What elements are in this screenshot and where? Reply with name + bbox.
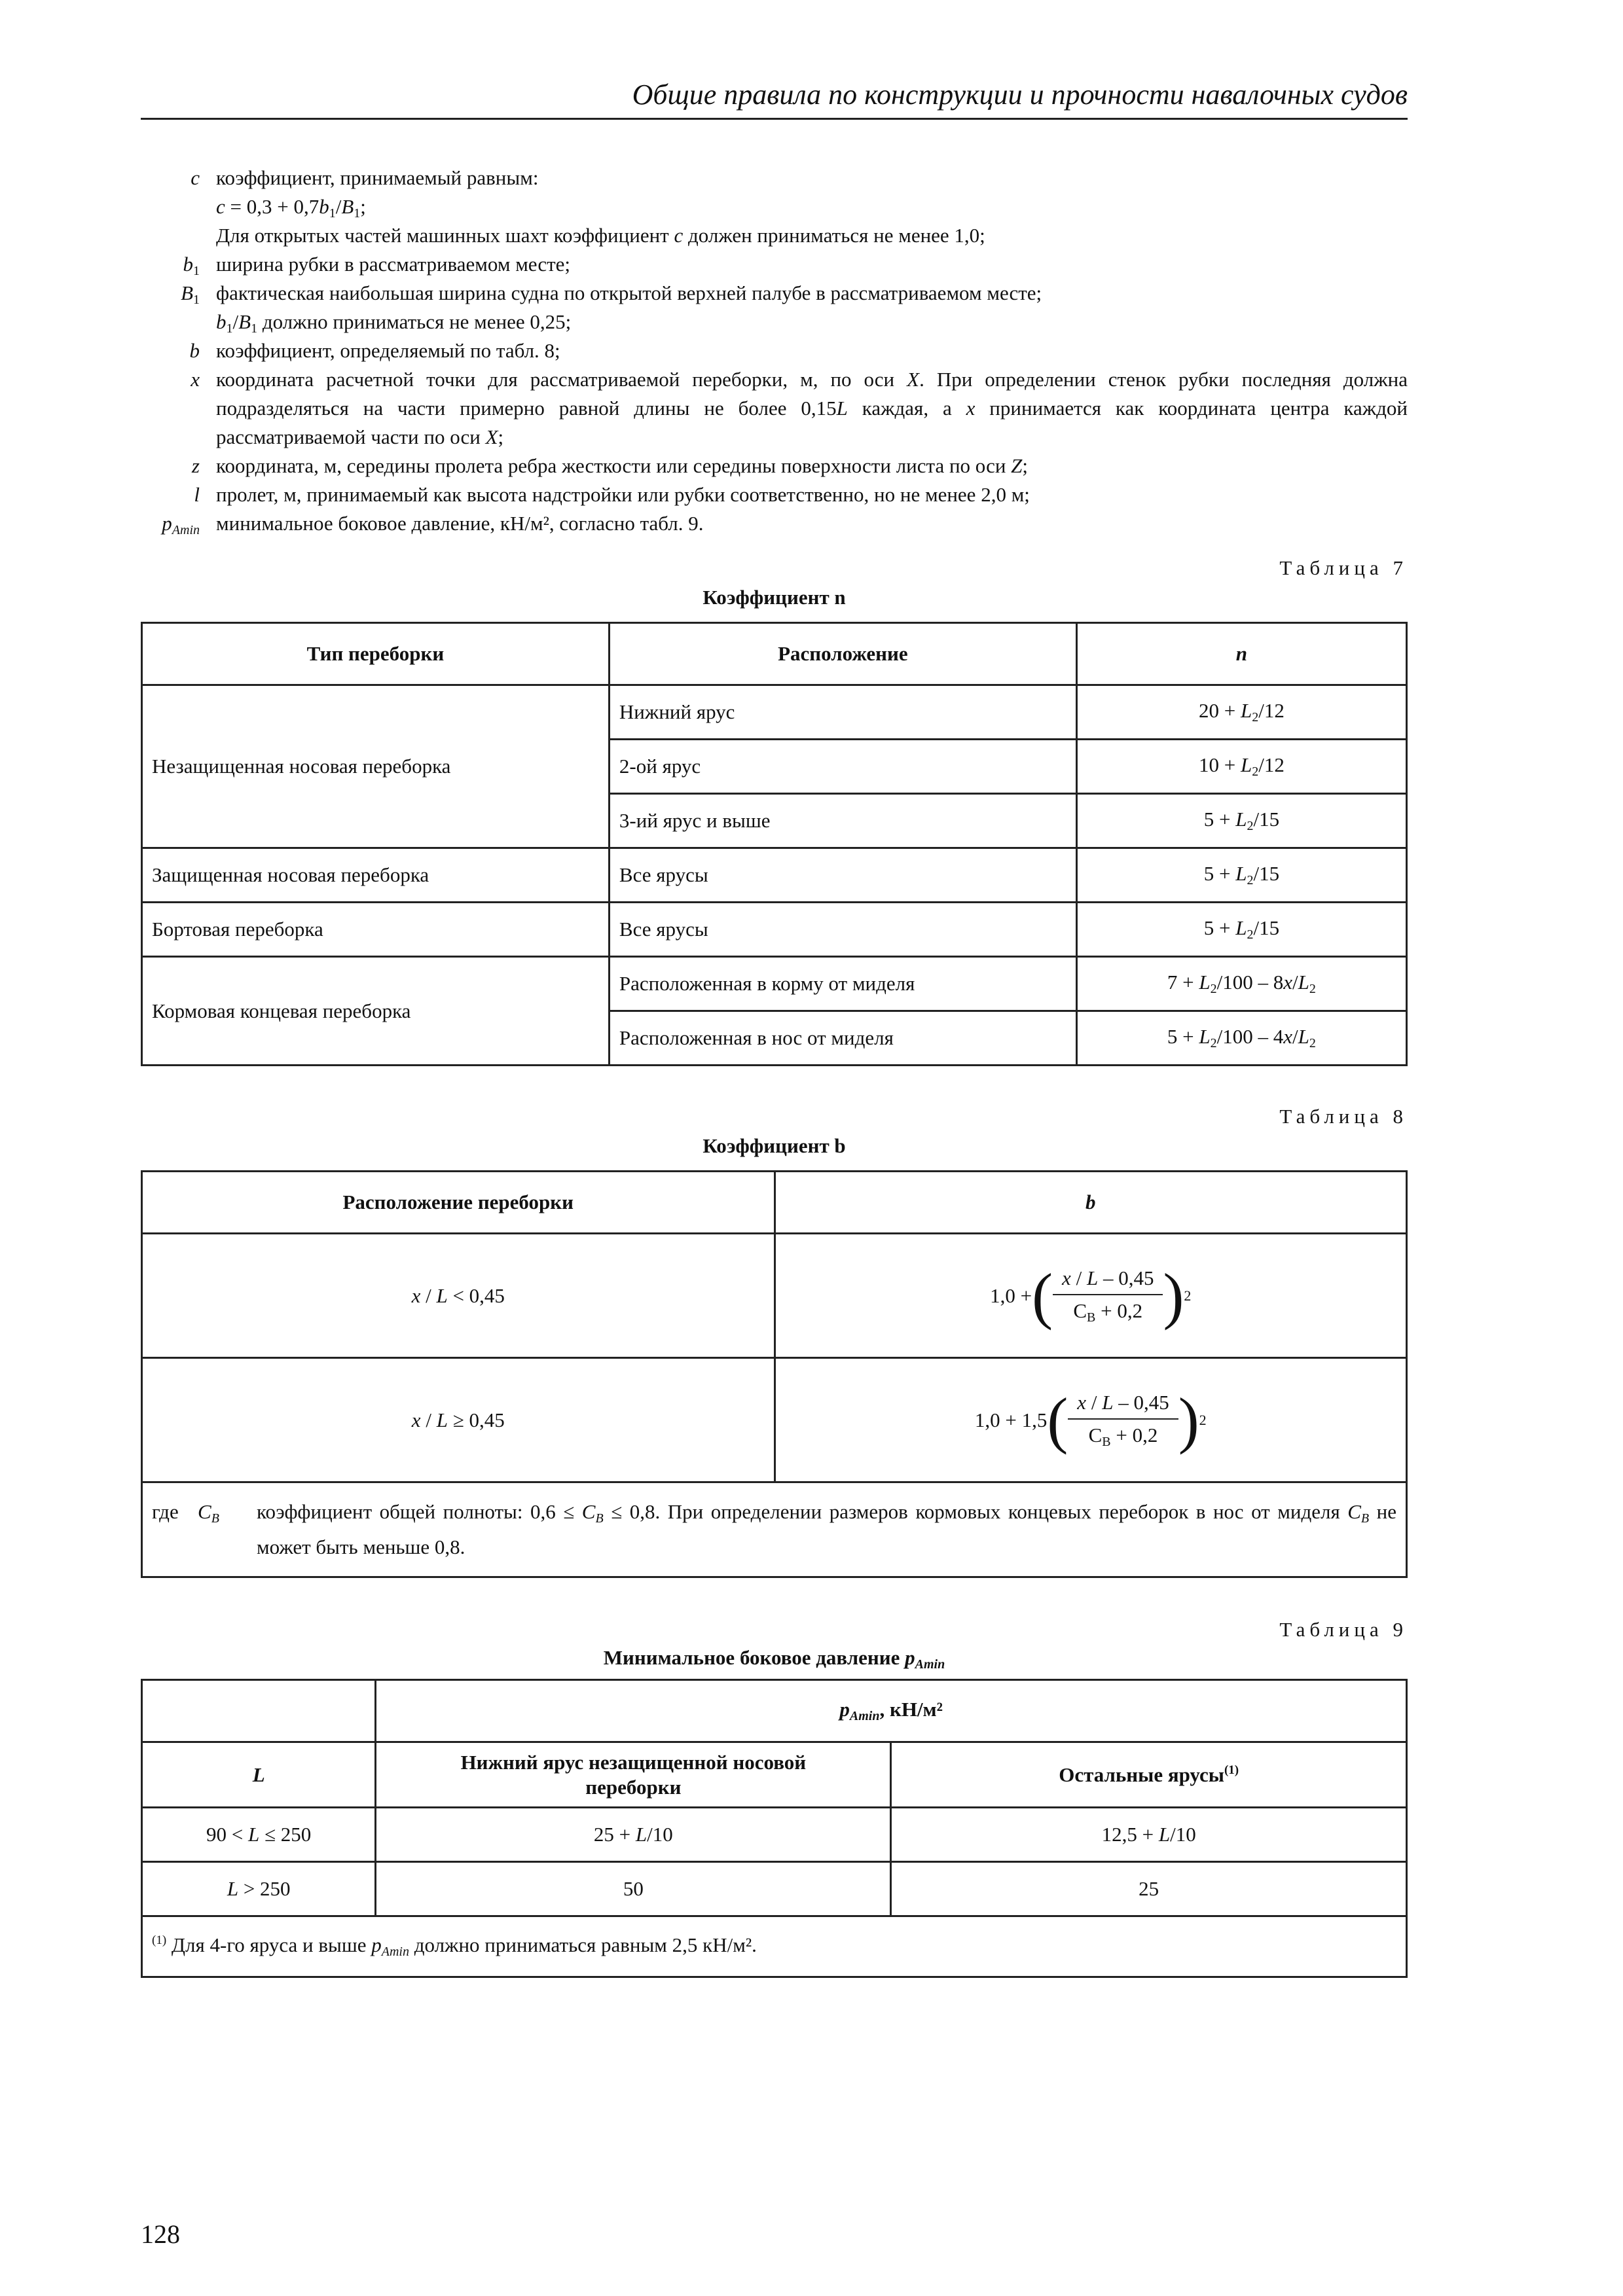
table-cell: Незащищенная носовая переборка xyxy=(142,685,610,848)
table-cell: Кормовая концевая переборка xyxy=(142,957,610,1066)
table-cell: 3-ий ярус и выше xyxy=(609,794,1076,848)
table-cell: $5 + L_2/15$ xyxy=(1076,794,1406,848)
table7-header-location: Расположение xyxy=(609,623,1076,685)
def-text-l: пролет, м, принимаемый как высота надстройки или рубки соответственно, но не менее 2,0 м; xyxy=(216,483,1030,506)
table9-header-other: Остальные ярусы$^{(1)}$ xyxy=(891,1742,1407,1808)
header-title: Общие правила по конструкции и прочности навалочных судов xyxy=(632,79,1408,111)
def-text-B1: фактическая наибольшая ширина судна по открытой верхней палубе в рассматриваемом месте; xyxy=(216,281,1042,304)
table-cell: Все ярусы xyxy=(609,848,1076,903)
table7-header-n: n xyxy=(1076,623,1406,685)
table-cell: Бортовая переборка xyxy=(142,903,610,957)
table-cell: $10 + L_2/12$ xyxy=(1076,740,1406,794)
formula-b-1: 1,0 + ( $\frac{x / L - 0,45}{C_B + 0,2}$ ) 2 xyxy=(990,1260,1192,1331)
table8-caption: Коэффициент b xyxy=(702,1134,846,1157)
table-cell: Расположенная в корму от миделя xyxy=(609,957,1076,1011)
table-cell: $5 + L_2/15$ xyxy=(1076,848,1406,903)
def-symbol-B1: $B_1$ xyxy=(181,281,200,307)
table8-header-b: b xyxy=(775,1172,1407,1234)
table-cell xyxy=(775,1358,1407,1482)
def-formula-c: $c = 0,3 + 0,7b_1/B_1$; xyxy=(216,195,366,221)
table-cell xyxy=(142,1680,376,1742)
running-header xyxy=(141,73,1408,120)
def-text-z: координата, м, середины пролета ребра жесткости или середины поверхности листа по оси Z; xyxy=(216,454,1029,477)
def-symbol-b: b xyxy=(189,339,200,362)
table9-header-top: pAmin, кН/м² xyxy=(376,1680,1407,1742)
table9 xyxy=(141,1679,1408,1978)
def-symbol-pAmin: pAmin xyxy=(162,512,200,537)
table7-caption: Коэффициент n xyxy=(702,586,846,609)
def-symbol-l: l xyxy=(194,483,200,506)
table9-header-lower: Нижний ярус незащищенной носовой переборки xyxy=(376,1742,891,1808)
table9-header-L: L xyxy=(142,1742,376,1808)
def-text-c: коэффициент, принимаемый равным: xyxy=(216,166,539,189)
table-cell: 50 xyxy=(376,1862,891,1916)
table8 xyxy=(141,1170,1408,1578)
table9-label: Таблица 9 xyxy=(1279,1618,1408,1641)
table-cell: 90 < L ≤ 250 xyxy=(142,1808,376,1862)
table8-label: Таблица 8 xyxy=(1279,1105,1408,1128)
table-cell: 12,5 + L/10 xyxy=(891,1808,1407,1862)
def-symbol-b1: $b_1$ xyxy=(183,253,200,278)
table-cell: Защищенная носовая переборка xyxy=(142,848,610,903)
def-note-B1: $b_1/B_1$ должно приниматься не менее 0,25; xyxy=(216,310,572,336)
table-cell: Расположенная в нос от миделя xyxy=(609,1011,1076,1066)
table8-header-location: Расположение переборки xyxy=(142,1172,775,1234)
def-text-b: коэффициент, определяемый по табл. 8; xyxy=(216,339,560,362)
table-cell: $5 + L_2/15$ xyxy=(1076,903,1406,957)
table7 xyxy=(141,622,1408,1066)
table9-caption: Минимальное боковое давление pAmin xyxy=(603,1646,945,1672)
def-note-c: Для открытых частей машинных шахт коэффициент c должен приниматься не менее 1,0; xyxy=(216,224,985,247)
table-cell: 2-ой ярус xyxy=(609,740,1076,794)
def-text-x: координата расчетной точки для рассматриваемой переборки, м, по оси X. При определении стенок рубки последняя должна подразделяться на части примерно равной длины не более 0,15L каждая, а x принимается как координата центра каждой рассматриваемой части по оси X; xyxy=(216,368,1408,448)
table-cell: x / L < 0,45 xyxy=(142,1234,775,1358)
table-cell: Все ярусы xyxy=(609,903,1076,957)
table8-note: где CB коэффициент общей полноты: 0,6 ≤ CB ≤ 0,8. При определении размеров кормовых концевых переборок в нос от миделя CB не может быть меньше 0,8. xyxy=(142,1482,1407,1577)
formula-b-2: 1,0 + 1,5 ( $\frac{x / L - 0,45}{C_B + 0,2}$ ) 2 xyxy=(974,1384,1207,1455)
table-cell: $5 + L_2/100 - 4x/L_2$ xyxy=(1076,1011,1406,1066)
table-cell: 25 xyxy=(891,1862,1407,1916)
table-cell: 25 + L/10 xyxy=(376,1808,891,1862)
table-cell: L > 250 xyxy=(142,1862,376,1916)
def-text-b1: ширина рубки в рассматриваемом месте; xyxy=(216,253,571,276)
table-cell xyxy=(775,1234,1407,1358)
table-cell: $20 + L_2/12$ xyxy=(1076,685,1406,740)
definitions-list xyxy=(0,164,1623,543)
table-cell: x / L ≥ 0,45 xyxy=(142,1358,775,1482)
def-symbol-x: x xyxy=(191,368,200,391)
def-text-pAmin: минимальное боковое давление, кН/м², согласно табл. 9. xyxy=(216,512,704,535)
table-cell: Нижний ярус xyxy=(609,685,1076,740)
table7-header-type: Тип переборки xyxy=(142,623,610,685)
page-number: 128 xyxy=(141,2219,180,2249)
table7-label: Таблица 7 xyxy=(1279,556,1408,579)
def-symbol-c: c xyxy=(191,166,200,189)
table-cell: $7 + L_2/100 - 8x/L_2$ xyxy=(1076,957,1406,1011)
def-symbol-z: z xyxy=(191,454,200,477)
table9-footnote: $^{(1)}$ Для 4-го яруса и выше pAmin должно приниматься равным 2,5 кН/м². xyxy=(142,1916,1407,1977)
